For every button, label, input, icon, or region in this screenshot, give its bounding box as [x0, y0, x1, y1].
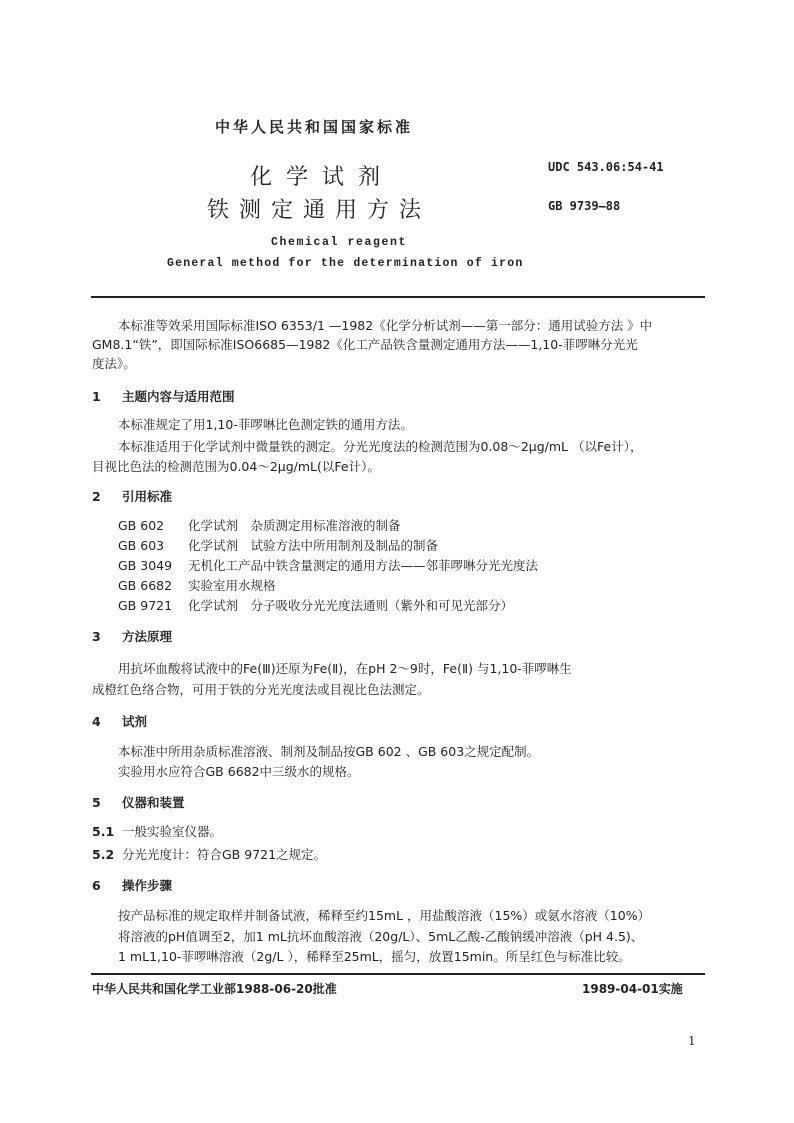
- reference-item: [118, 596, 513, 615]
- reference-code: GB 3049: [118, 558, 173, 573]
- section-title: 方法原理: [122, 629, 173, 644]
- s6-line-3: 1 mL1,10-菲啰啉溶液（2g/L ），稀释至25mL，摇匀，放置15min。所呈红色与标准比较。: [118, 949, 631, 964]
- section-number: 3: [92, 629, 101, 644]
- section-number: 2: [92, 489, 101, 504]
- section-title: 引用标准: [122, 489, 173, 504]
- section-4-heading: [92, 712, 147, 730]
- top-divider: [91, 296, 705, 298]
- s1-paragraph-2-line-1: 本标准适用于化学试剂中微量铁的测定。分光光度法的检测范围为0.08～2μg/mL （以Fe计），: [118, 439, 643, 454]
- udc-number: UDC 543.06:54-41: [548, 160, 664, 174]
- s4-line-2: 实验用水应符合GB 6682中三级水的规格。: [118, 764, 360, 779]
- national-standard-label: 中华人民共和国国家标准: [215, 118, 414, 136]
- reference-title: 实验室用水规格: [188, 578, 276, 593]
- effective-date: 1989-04-01实施: [582, 982, 683, 996]
- title-line-2: 铁测定通用方法: [207, 198, 432, 223]
- reference-code: GB 602: [118, 518, 165, 533]
- section-number: 1: [92, 389, 101, 404]
- section-number: 4: [92, 714, 101, 729]
- subsection-number: 5.1: [92, 824, 115, 839]
- reference-code: GB 603: [118, 538, 165, 553]
- section-5-heading: [92, 793, 185, 811]
- subsection-number: 5.2: [92, 847, 115, 862]
- subsection-item: [92, 822, 222, 841]
- s6-line-2: 将溶液的pH值调至2，加1 mL抗坏血酸溶液（20g/L）、5mL乙酸-乙酸钠缓冲溶液（pH 4.5)、: [118, 929, 644, 944]
- subsection-item: [92, 845, 326, 864]
- page-number: 1: [688, 1034, 696, 1048]
- english-title-line-1: Chemical reagent: [271, 236, 408, 249]
- reference-item: [118, 556, 538, 575]
- section-3-heading: [92, 627, 172, 645]
- section-number: 5: [92, 795, 101, 810]
- reference-code: GB 6682: [118, 578, 173, 593]
- s4-line-1: 本标准中所用杂质标准溶液、制剂及制品按GB 602 、GB 603之规定配制。: [118, 744, 540, 759]
- section-6-heading: [92, 876, 172, 894]
- section-title: 试剂: [122, 714, 148, 729]
- reference-title: 无机化工产品中铁含量测定的通用方法——邻菲啰啉分光光度法: [188, 558, 539, 573]
- section-title: 主题内容与适用范围: [122, 389, 235, 404]
- s1-paragraph-2-line-2: 目视比色法的检测范围为0.04～2μg/mL(以Fe计）。: [92, 459, 380, 474]
- section-1-heading: [92, 387, 235, 405]
- s6-line-1: 按产品标准的规定取样并制备试液，稀释至约15mL ，用盐酸溶液（15%）或氨水溶液（10%）: [118, 908, 651, 923]
- title-line-1: 化学试剂: [250, 165, 395, 190]
- bottom-divider: [91, 973, 705, 975]
- reference-title: 化学试剂 试验方法中所用制剂及制品的制备: [188, 538, 439, 553]
- section-number: 6: [92, 878, 101, 893]
- section-title: 仪器和装置: [122, 795, 185, 810]
- preamble-line-2: GM8.1“铁”，即国际标准ISO6685—1982《化工产品铁含量测定通用方法——1,10-菲啰啉分光光: [92, 337, 638, 352]
- subsection-text: 分光光度计：符合GB 9721之规定。: [122, 847, 327, 862]
- approval-note: 中华人民共和国化学工业部1988-06-20批准: [92, 982, 337, 996]
- reference-item: [118, 536, 438, 555]
- reference-title: 化学试剂 分子吸收分光光度法通则（紫外和可见光部分）: [188, 598, 514, 613]
- reference-title: 化学试剂 杂质测定用标准溶液的制备: [188, 518, 401, 533]
- s3-line-1: 用抗坏血酸将试液中的Fe(Ⅲ)还原为Fe(Ⅱ)，在pH 2～9时，Fe(Ⅱ) 与1,10-菲啰啉生: [118, 661, 572, 676]
- preamble-line-1: 本标准等效采用国际标准ISO 6353/1 —1982《化学分析试剂——第一部分：通用试验方法 》中: [118, 318, 653, 333]
- reference-item: [118, 576, 276, 595]
- reference-code: GB 9721: [118, 598, 173, 613]
- reference-item: [118, 516, 401, 535]
- section-title: 操作步骤: [122, 878, 173, 893]
- english-title-line-2: General method for the determination of iron: [167, 257, 524, 270]
- preamble-line-3: 度法》。: [92, 356, 136, 371]
- gb-number: GB 9739—88: [548, 199, 621, 213]
- section-2-heading: [92, 487, 172, 505]
- s3-line-2: 成橙红色络合物，可用于铁的分光光度法或目视比色法测定。: [92, 682, 430, 697]
- subsection-text: 一般实验室仪器。: [122, 824, 223, 839]
- s1-paragraph-1: 本标准规定了用1,10-菲啰啉比色测定铁的通用方法。: [118, 417, 413, 432]
